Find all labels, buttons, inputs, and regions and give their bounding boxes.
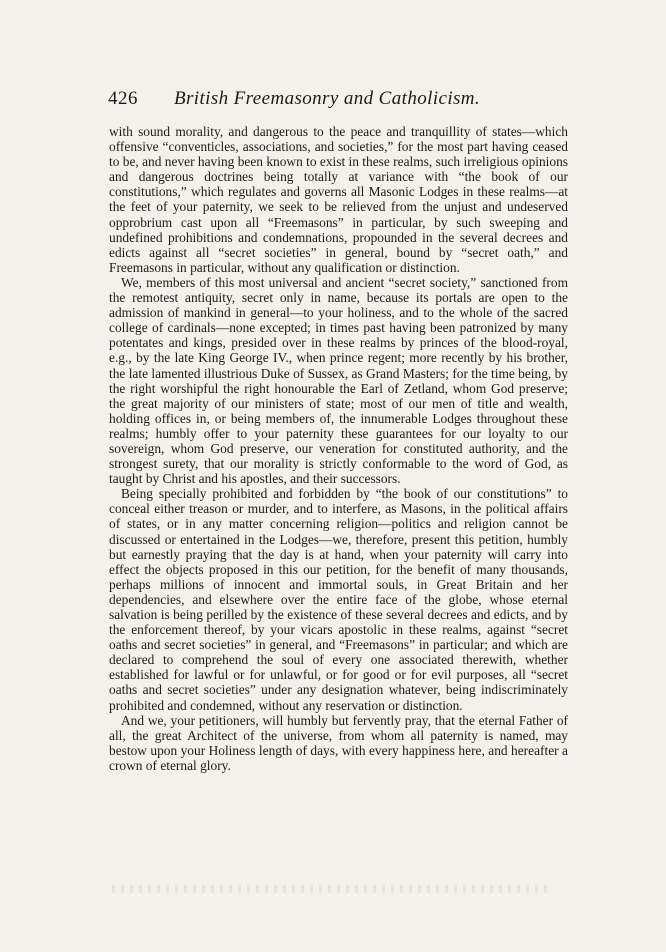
running-title: British Freemasonry and Catholicism. (174, 88, 481, 109)
paragraph-prayer: And we, your petitioners, will humbly but fervently pray, that the eternal Father of all, the great Architect of the universe, from whom all paternity is named, may bestow upon your Holiness length of days, with every happiness here, and hereafter a crown of eternal glory. (109, 712, 568, 773)
paragraph-continuation: with sound morality, and dangerous to the peace and tranquillity of states—which offensive “conventicles, associations, and societies,” for the most part having ceased to be, and never having been known to exist in these realms, such irreligious opinions and dangerous doctrines being totally at variance with “the book of our constitutions,” which regulates and governs all Masonic Lodges in these realms—at the feet of your paternity, we seek to be relieved from the unjust and undeserved opprobrium cast upon all “Freemasons” in particular, by such sweeping and undefined prohibitions and condemnations, propounded in the several decrees and edicts against all “secret societies” in general, bound by “secret oath,” and Freemasons in particular, without any qualification or distinction. (109, 124, 568, 275)
running-head (108, 88, 568, 112)
page-number: 426 (108, 88, 138, 109)
show-through-text (112, 885, 552, 893)
body-text (109, 124, 568, 773)
paragraph-members: We, members of this most universal and ancient “secret society,” sanctioned from the remotest antiquity, secret only in name, because its portals are open to the admission of mankind in general—to your holiness, and to the whole of the sacred college of cardinals—none excepted; in times past having been patronized by many potentates and kings, presided over in these realms by princes of the blood-royal, e.g., by the late King George IV., when prince regent; more recently by his brother, the late lamented illustrious Duke of Sussex, as Grand Masters; for the time being, by the right worshipful the right honourable the Earl of Zetland, whom God preserve; the great majority of our ministers of state; most of our men of title and wealth, holding offices in, or being members of, the innumerable Lodges throughout these realms; humbly offer to your paternity these guarantees for our loyalty to our sovereign, whom God preserve, our veneration for constituted authority, and the strongest surety, that our morality is strictly conformable to the word of God, as taught by Christ and his apostles, and their successors. (109, 274, 568, 487)
paragraph-prohibited: Being specially prohibited and forbidden by “the book of our constitutions” to conceal either treason or murder, and to interfere, as Masons, in the political affairs of states, or in any matter concerning religion—politics and religion cannot be discussed or entertained in the Lodges—we, therefore, present this petition, humbly but earnestly praying that the day is at hand, when your paternity will carry into effect the objects proposed in this our petition, for the benefit of many thousands, perhaps millions of innocent and immortal souls, in Great Britain and her dependencies, and elsewhere over the entire face of the globe, whose eternal salvation is being perilled by the existence of these several decrees and edicts, and by the enforcement thereof, by your vicars apostolic in these realms, against “secret oaths and secret societies” in general, and “Freemasons” in particular; and which are declared to comprehend the soul of every one associated therewith, whether established for lawful or for unlawful, or for good or for evil purposes, all “secret oaths and secret societies” under any designation whatever, being indiscriminately prohibited and condemned, without any reservation or distinction. (109, 486, 568, 713)
